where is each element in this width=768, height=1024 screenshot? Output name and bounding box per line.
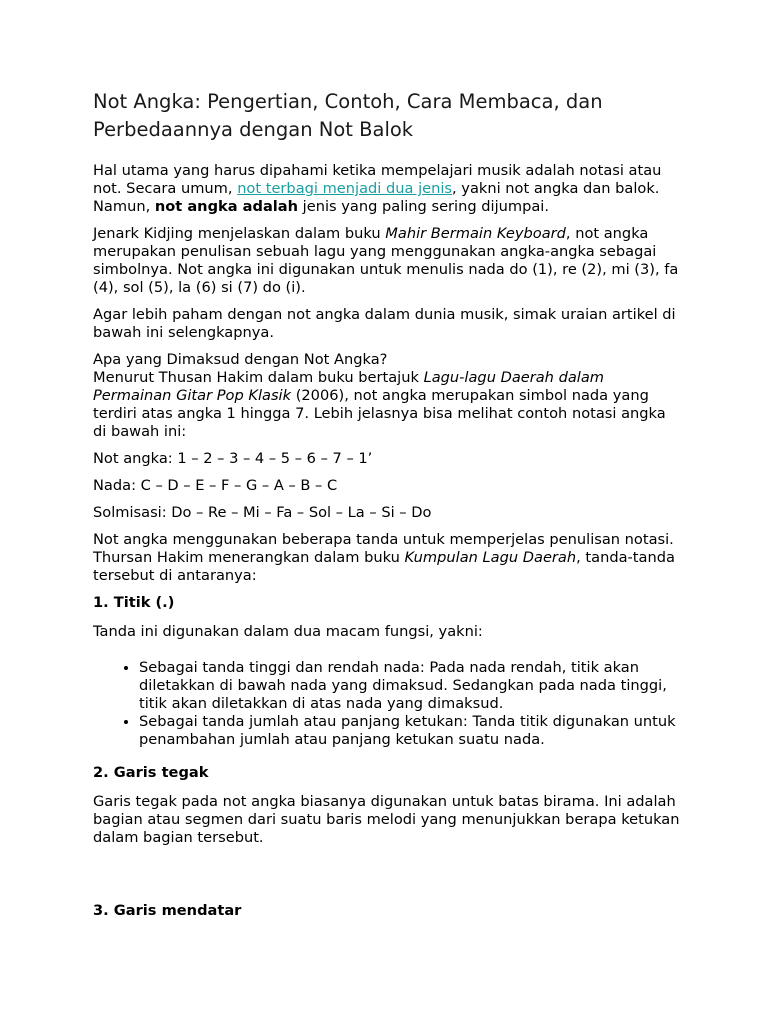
intro-bold: not angka adalah <box>154 198 299 215</box>
paragraph-5 <box>93 531 683 585</box>
section-2-heading: 2. Garis tegak <box>93 764 209 781</box>
para5-text-2: , tanda-tanda tersebut di antaranya: <box>93 549 675 584</box>
intro-text-3: jenis yang paling sering dijumpai. <box>298 198 549 215</box>
paragraph-4 <box>93 369 683 441</box>
para5-text: Not angka menggunakan beberapa tanda untuk memperjelas penulisan notasi. Thursan Hakim menerangkan dalam buku <box>93 531 674 566</box>
section-1-list <box>93 659 683 749</box>
book-title-italic-3: Kumpulan Lagu Daerah <box>404 549 577 566</box>
book-title-italic: Mahir Bermain Keyboard <box>385 225 566 242</box>
intro-text-2: , yakni not angka dan balok. Namun, <box>93 180 660 215</box>
document-page <box>93 88 683 931</box>
not-angka-line: Not angka: 1 – 2 – 3 – 4 – 5 – 6 – 7 – 1’ <box>93 450 373 467</box>
paragraph-3: Agar lebih paham dengan not angka dalam dunia musik, simak uraian artikel di bawah ini selengkapnya. <box>93 306 676 341</box>
spacer <box>93 856 683 902</box>
list-item: • Sebagai tanda tinggi dan rendah nada: Pada nada rendah, titik akan diletakkan di bawah nada yang dimaksud. Sedangkan pada nada tinggi, titik akan diletakkan di atas nada yang dimaksud. <box>139 659 683 713</box>
para2-text-2: , not angka merupakan penulisan sebuah lagu yang menggunakan angka-angka sebagai simbolnya. Not angka ini digunakan untuk menulis nada do (1), re (2), mi (3), fa (4), sol (5), la (6) si (7) do (i). <box>93 225 679 296</box>
article-title: Not Angka: Pengertian, Contoh, Cara Membaca, dan Perbedaannya dengan Not Balok <box>93 90 603 141</box>
intro-text: Hal utama yang harus dipahami ketika mempelajari musik adalah notasi atau not. Secara umum, <box>93 162 662 197</box>
section-1-intro: Tanda ini digunakan dalam dua macam fungsi, yakni: <box>93 623 483 640</box>
section-2-text: Garis tegak pada not angka biasanya digunakan untuk batas birama. Ini adalah bagian atau segmen dari suatu baris melodi yang menunjukkan berapa ketukan dalam bagian tersebut. <box>93 793 680 846</box>
paragraph-2 <box>93 225 683 297</box>
book-title-italic-2: Lagu-lagu Daerah dalam Permainan Gitar Pop Klasik <box>93 369 604 404</box>
intro-paragraph <box>93 162 683 216</box>
para2-text: Jenark Kidjing menjelaskan dalam buku <box>93 225 386 242</box>
list-item: • Sebagai tanda jumlah atau panjang ketukan: Tanda titik digunakan untuk penambahan jumlah atau panjang ketukan suatu nada. <box>139 713 683 749</box>
section-1-heading: 1. Titik (.) <box>93 594 175 611</box>
section-3-heading: 3. Garis mendatar <box>93 902 242 919</box>
question-heading: Apa yang Dimaksud dengan Not Angka? <box>93 351 388 368</box>
intro-link[interactable]: not terbagi menjadi dua jenis <box>237 180 453 197</box>
nada-line: Nada: C – D – E – F – G – A – B – C <box>93 477 338 494</box>
para4-text-2: (2006), not angka merupakan simbol nada yang terdiri atas angka 1 hingga 7. Lebih jelasnya bisa melihat contoh notasi angka di bawah ini: <box>93 387 666 440</box>
para4-text: Menurut Thusan Hakim dalam buku bertajuk <box>93 369 424 386</box>
solmisasi-line: Solmisasi: Do – Re – Mi – Fa – Sol – La – Si – Do <box>93 504 432 521</box>
